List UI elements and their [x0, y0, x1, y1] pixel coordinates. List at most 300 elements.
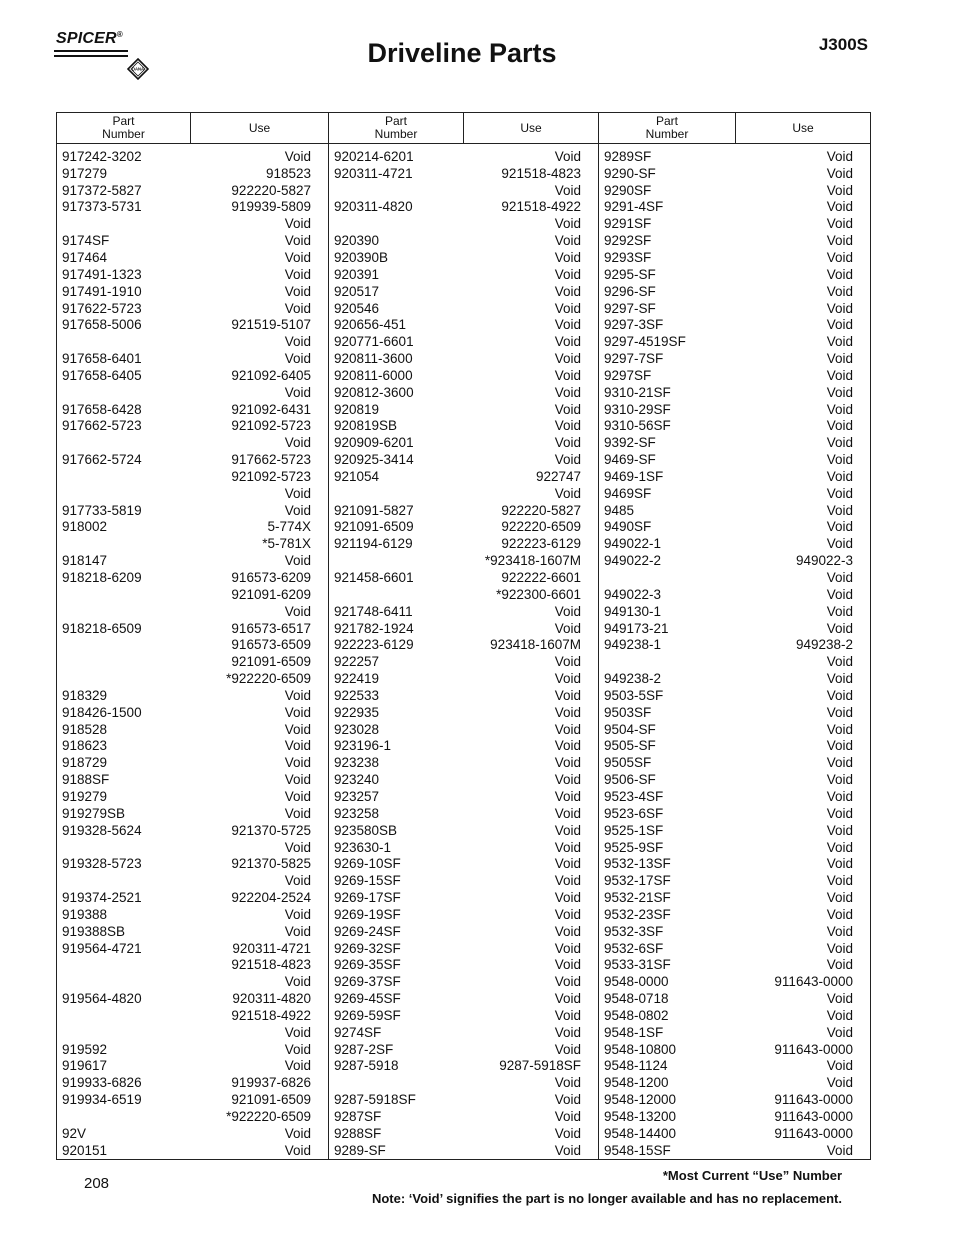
part-number-cell: 9269-24SF: [334, 923, 401, 939]
part-number-cell: 921748-6411: [334, 603, 413, 619]
use-cell: Void: [826, 216, 853, 232]
use-cell: Void: [826, 856, 853, 872]
table-row: [329, 1142, 598, 1159]
table-row: [599, 940, 870, 957]
use-cell: 922204-2524: [231, 890, 311, 906]
use-cell: 921518-4922: [501, 199, 581, 215]
table-column-3: [599, 144, 871, 1160]
part-number-cell: 918147: [62, 553, 108, 569]
table-row: [57, 182, 328, 199]
use-cell: Void: [554, 805, 581, 821]
part-number-cell: 920909-6201: [334, 435, 414, 451]
use-cell: Void: [284, 1024, 311, 1040]
part-number-cell: 921458-6601: [334, 570, 414, 586]
table-row: [57, 1108, 328, 1125]
part-number-cell: 9548-13200: [604, 1109, 677, 1125]
table-row: [329, 704, 598, 721]
table-row: [329, 653, 598, 670]
use-cell: *922220-6509: [226, 671, 311, 687]
table-row: [329, 738, 598, 755]
use-cell: 911643-0000: [774, 1041, 853, 1057]
table-row: [57, 199, 328, 216]
part-number-cell: 9532-13SF: [604, 856, 671, 872]
table-row: [57, 1058, 328, 1075]
table-row: [57, 1142, 328, 1159]
use-cell: Void: [284, 721, 311, 737]
use-cell: 918523: [265, 165, 311, 181]
use-cell: *923418-1607M: [484, 553, 581, 569]
table-row: [599, 367, 870, 384]
use-cell: Void: [826, 570, 853, 586]
use-cell: 916573-6209: [231, 570, 311, 586]
use-cell: 921091-6509: [231, 1092, 311, 1108]
part-number-cell: 920811-3600: [334, 351, 413, 367]
table-row: [329, 889, 598, 906]
use-cell: Void: [826, 300, 853, 316]
part-number-cell: 9269-32SF: [334, 940, 401, 956]
part-number-cell: 921054: [334, 468, 380, 484]
use-cell: Void: [554, 856, 581, 872]
use-cell: 921092-5723: [231, 468, 311, 484]
table-row: [599, 1125, 870, 1142]
table-row: [599, 704, 870, 721]
table-row: [329, 451, 598, 468]
table-row: [599, 872, 870, 889]
use-cell: 920311-4721: [232, 940, 311, 956]
part-number-cell: 9532-3SF: [604, 923, 664, 939]
table-row: [599, 182, 870, 199]
table-row: [599, 165, 870, 182]
table-row: [329, 367, 598, 384]
part-number-cell: 923196-1: [334, 738, 392, 754]
part-number-cell: 9533-31SF: [604, 957, 671, 973]
table-row: [599, 300, 870, 317]
table-column-1: [57, 144, 329, 1160]
use-cell: Void: [826, 334, 853, 350]
part-number-cell: 92V: [62, 1125, 87, 1141]
table-row: [329, 1058, 598, 1075]
use-cell: Void: [554, 283, 581, 299]
part-number-cell: 9469SF: [604, 485, 652, 501]
use-cell: Void: [826, 940, 853, 956]
part-number-cell: 920819SB: [334, 418, 398, 434]
use-cell: 922747: [535, 468, 581, 484]
table-row: [599, 586, 870, 603]
table-row: [329, 822, 598, 839]
part-number-cell: 917372-5827: [62, 182, 142, 198]
table-row: [57, 552, 328, 569]
table-row: [599, 418, 870, 435]
table-row: [57, 805, 328, 822]
use-cell: Void: [284, 704, 311, 720]
use-cell: Void: [554, 620, 581, 636]
table-row: [57, 1074, 328, 1091]
table-row: [599, 1091, 870, 1108]
use-cell: Void: [284, 788, 311, 804]
table-row: [329, 1007, 598, 1024]
table-row: [329, 586, 598, 603]
table-row: [329, 535, 598, 552]
use-cell: Void: [554, 1125, 581, 1141]
use-cell: 911643-0000: [774, 974, 853, 990]
part-number-cell: 9469-SF: [604, 452, 656, 468]
table-row: [57, 569, 328, 586]
table-row: [57, 1024, 328, 1041]
part-number-cell: 917242-3202: [62, 148, 142, 164]
table-row: [599, 316, 870, 333]
table-row: [599, 1108, 870, 1125]
use-cell: Void: [826, 249, 853, 265]
part-number-cell: 920311-4721: [334, 165, 413, 181]
use-cell: Void: [284, 384, 311, 400]
part-number-cell: 9269-59SF: [334, 1007, 401, 1023]
part-number-cell: 9289SF: [604, 148, 652, 164]
use-cell: Void: [826, 603, 853, 619]
table-row: [599, 552, 870, 569]
use-cell: Void: [284, 906, 311, 922]
table-row: [57, 401, 328, 418]
table-header-row: [57, 113, 871, 144]
table-row: [329, 1108, 598, 1125]
table-row: [329, 502, 598, 519]
table-row: [599, 1007, 870, 1024]
use-cell: Void: [826, 1075, 853, 1091]
part-number-cell: 918623: [62, 738, 108, 754]
part-number-cell: 9548-1124: [604, 1058, 668, 1074]
part-number-cell: 9287-5918: [334, 1058, 399, 1074]
table-row: [599, 1074, 870, 1091]
table-row: [599, 889, 870, 906]
table-row: [57, 704, 328, 721]
table-row: [599, 636, 870, 653]
use-cell: Void: [554, 906, 581, 922]
use-cell: Void: [554, 890, 581, 906]
table-row: [57, 1091, 328, 1108]
part-number-cell: 919328-5624: [62, 822, 142, 838]
use-cell: 911643-0000: [774, 1092, 853, 1108]
table-row: [57, 215, 328, 232]
table-row: [329, 165, 598, 182]
use-cell: Void: [554, 603, 581, 619]
table-row: [57, 653, 328, 670]
table-row: [329, 940, 598, 957]
use-cell: Void: [284, 435, 311, 451]
use-cell: Void: [554, 435, 581, 451]
part-number-cell: 9269-19SF: [334, 906, 401, 922]
use-cell: 919937-6826: [231, 1075, 311, 1091]
use-cell: Void: [554, 687, 581, 703]
use-cell: Void: [284, 1142, 311, 1158]
use-cell: Void: [554, 485, 581, 501]
use-cell: Void: [554, 1041, 581, 1057]
table-row: [329, 249, 598, 266]
table-row: [599, 788, 870, 805]
table-row: [57, 738, 328, 755]
table-row: [57, 788, 328, 805]
table-row: [57, 990, 328, 1007]
part-number-cell: 920391: [334, 266, 380, 282]
part-number-cell: 920546: [334, 300, 380, 316]
part-number-cell: 922419: [334, 671, 380, 687]
table-row: [329, 1074, 598, 1091]
table-row: [329, 990, 598, 1007]
table-row: [329, 805, 598, 822]
part-number-cell: 917658-6401: [62, 351, 142, 367]
part-number-cell: 9290-SF: [604, 165, 656, 181]
table-row: [329, 333, 598, 350]
use-cell: Void: [554, 317, 581, 333]
use-cell: 922223-6129: [501, 536, 581, 552]
table-row: [57, 839, 328, 856]
use-cell: Void: [826, 1142, 853, 1158]
table-row: [57, 957, 328, 974]
table-row: [329, 957, 598, 974]
table-row: [599, 738, 870, 755]
part-number-cell: 9269-17SF: [334, 890, 401, 906]
table-row: [599, 333, 870, 350]
part-number-cell: 921782-1924: [334, 620, 414, 636]
part-number-cell: 923257: [334, 788, 380, 804]
part-number-cell: 9287-5918SF: [334, 1092, 416, 1108]
table-row: [57, 771, 328, 788]
table-row: [329, 636, 598, 653]
page-number: 208: [84, 1175, 110, 1192]
table-row: [599, 1058, 870, 1075]
part-number-cell: 923630-1: [334, 839, 392, 855]
table-row: [599, 754, 870, 771]
table-row: [599, 721, 870, 738]
part-number-cell: 917464: [62, 249, 108, 265]
table-row: [57, 586, 328, 603]
use-cell: 921518-4823: [231, 957, 311, 973]
use-cell: 916573-6517: [231, 620, 311, 636]
part-number-cell: 9269-10SF: [334, 856, 401, 872]
use-cell: Void: [826, 687, 853, 703]
use-cell: Void: [554, 940, 581, 956]
table-row: [57, 822, 328, 839]
use-cell: Void: [554, 401, 581, 417]
part-number-cell: 949022-2: [604, 553, 662, 569]
use-cell: Void: [554, 957, 581, 973]
table-row: [57, 232, 328, 249]
part-number-cell: 9525-1SF: [604, 822, 664, 838]
part-number-cell: 9548-0802: [604, 1007, 669, 1023]
use-cell: Void: [554, 788, 581, 804]
part-number-header: Part Number: [329, 113, 464, 144]
table-row: [57, 940, 328, 957]
use-cell: Void: [554, 216, 581, 232]
table-row: [329, 754, 598, 771]
use-cell: Void: [284, 300, 311, 316]
table-row: [329, 872, 598, 889]
use-cell: Void: [826, 923, 853, 939]
use-cell: Void: [554, 418, 581, 434]
part-number-cell: 922257: [334, 654, 380, 670]
table-row: [57, 889, 328, 906]
use-cell: Void: [826, 233, 853, 249]
use-cell: Void: [826, 536, 853, 552]
table-row: [599, 266, 870, 283]
use-cell: Void: [554, 1109, 581, 1125]
table-row: [57, 434, 328, 451]
use-cell: Void: [826, 485, 853, 501]
part-number-cell: 919564-4721: [62, 940, 142, 956]
use-cell: 949238-2: [795, 637, 853, 653]
use-cell: Void: [826, 1007, 853, 1023]
use-cell: Void: [826, 991, 853, 1007]
use-cell: Void: [554, 351, 581, 367]
table-row: [599, 957, 870, 974]
part-number-cell: 9548-0000: [604, 974, 669, 990]
use-cell: 921518-4922: [231, 1007, 311, 1023]
part-number-cell: 918218-6509: [62, 620, 142, 636]
table-row: [329, 283, 598, 300]
table-row: [599, 502, 870, 519]
use-cell: Void: [554, 1075, 581, 1091]
table-row: [57, 535, 328, 552]
use-cell: Void: [554, 704, 581, 720]
use-cell: Void: [826, 704, 853, 720]
part-number-cell: 9174SF: [62, 233, 110, 249]
table-row: [57, 451, 328, 468]
part-number-cell: 918426-1500: [62, 704, 142, 720]
part-number-cell: 9548-1SF: [604, 1024, 664, 1040]
part-number-cell: 9288SF: [334, 1125, 382, 1141]
use-cell: Void: [554, 755, 581, 771]
use-cell: Void: [284, 772, 311, 788]
table-row: [57, 603, 328, 620]
use-cell: Void: [826, 468, 853, 484]
part-number-cell: 949238-2: [604, 671, 662, 687]
use-cell: Void: [826, 502, 853, 518]
table-row: [599, 771, 870, 788]
part-number-cell: 919279: [62, 788, 108, 804]
part-number-cell: 917622-5723: [62, 300, 142, 316]
use-cell: Void: [826, 182, 853, 198]
part-number-cell: 917373-5731: [62, 199, 142, 215]
table-row: [599, 485, 870, 502]
table-row: [329, 1041, 598, 1058]
table-row: [599, 620, 870, 637]
part-number-cell: 9485: [604, 502, 635, 518]
use-cell: Void: [284, 553, 311, 569]
part-number-cell: 920311-4820: [334, 199, 413, 215]
part-number-cell: 920925-3414: [334, 452, 414, 468]
use-cell: 9287-5918SF: [499, 1058, 581, 1074]
part-number-cell: 9548-0718: [604, 991, 669, 1007]
table-row: [599, 519, 870, 536]
part-number-cell: 9392-SF: [604, 435, 656, 451]
use-cell: Void: [826, 721, 853, 737]
part-number-cell: 923028: [334, 721, 380, 737]
part-number-cell: 949022-1: [604, 536, 662, 552]
use-cell: Void: [826, 401, 853, 417]
use-cell: Void: [284, 233, 311, 249]
part-number-cell: 919934-6519: [62, 1092, 142, 1108]
part-number-cell: 9296-SF: [604, 283, 656, 299]
part-number-cell: 9293SF: [604, 249, 652, 265]
part-number-cell: 9490SF: [604, 519, 652, 535]
table-row: [57, 754, 328, 771]
use-cell: Void: [826, 1024, 853, 1040]
table-row: [329, 434, 598, 451]
table-row: [57, 249, 328, 266]
use-cell: Void: [826, 283, 853, 299]
use-cell: Void: [554, 233, 581, 249]
part-number-cell: 923258: [334, 805, 380, 821]
table-row: [599, 973, 870, 990]
use-cell: Void: [826, 452, 853, 468]
table-row: [329, 620, 598, 637]
use-cell: Void: [284, 266, 311, 282]
part-number-cell: 9532-23SF: [604, 906, 671, 922]
use-cell: Void: [826, 873, 853, 889]
use-cell: Void: [826, 671, 853, 687]
part-number-cell: 920214-6201: [334, 148, 414, 164]
part-number-cell: 919388SB: [62, 923, 126, 939]
use-cell: Void: [284, 805, 311, 821]
table-row: [57, 283, 328, 300]
part-number-cell: 923580SB: [334, 822, 398, 838]
use-cell: Void: [826, 957, 853, 973]
use-cell: Void: [826, 435, 853, 451]
part-number-cell: 917491-1323: [62, 266, 142, 282]
use-cell: 922220-6509: [501, 519, 581, 535]
part-number-cell: 9292SF: [604, 233, 652, 249]
part-number-cell: 920151: [62, 1142, 108, 1158]
part-number-header: Part Number: [599, 113, 736, 144]
table-column-2: [329, 144, 599, 1160]
parts-table: [56, 112, 871, 1160]
use-cell: Void: [826, 1058, 853, 1074]
part-number-cell: 923238: [334, 755, 380, 771]
table-row: [329, 350, 598, 367]
use-cell: Void: [554, 249, 581, 265]
use-cell: Void: [554, 974, 581, 990]
table-row: [57, 350, 328, 367]
use-cell: Void: [554, 822, 581, 838]
svg-text:DANA: DANA: [131, 66, 145, 72]
part-number-cell: 919279SB: [62, 805, 126, 821]
table-row: [599, 451, 870, 468]
table-row: [57, 872, 328, 889]
part-number-cell: 919933-6826: [62, 1075, 142, 1091]
use-cell: Void: [284, 873, 311, 889]
part-number-cell: 9297-4519SF: [604, 334, 686, 350]
use-cell: 949022-3: [795, 553, 853, 569]
table-row: [329, 300, 598, 317]
part-number-cell: 917662-5724: [62, 452, 142, 468]
table-row: [599, 805, 870, 822]
table-row: [329, 401, 598, 418]
table-row: [57, 367, 328, 384]
use-cell: Void: [284, 839, 311, 855]
use-cell: 921091-6209: [231, 586, 311, 602]
use-cell: Void: [826, 384, 853, 400]
table-row: [599, 990, 870, 1007]
table-row: [57, 670, 328, 687]
part-number-cell: 917658-6405: [62, 367, 142, 383]
use-cell: 919939-5809: [231, 199, 311, 215]
use-cell: 921092-5723: [231, 418, 311, 434]
use-cell: Void: [554, 452, 581, 468]
part-number-cell: 949173-21: [604, 620, 669, 636]
use-cell: Void: [826, 620, 853, 636]
table-row: [599, 569, 870, 586]
use-cell: Void: [284, 974, 311, 990]
table-row: [57, 165, 328, 182]
table-row: [329, 266, 598, 283]
